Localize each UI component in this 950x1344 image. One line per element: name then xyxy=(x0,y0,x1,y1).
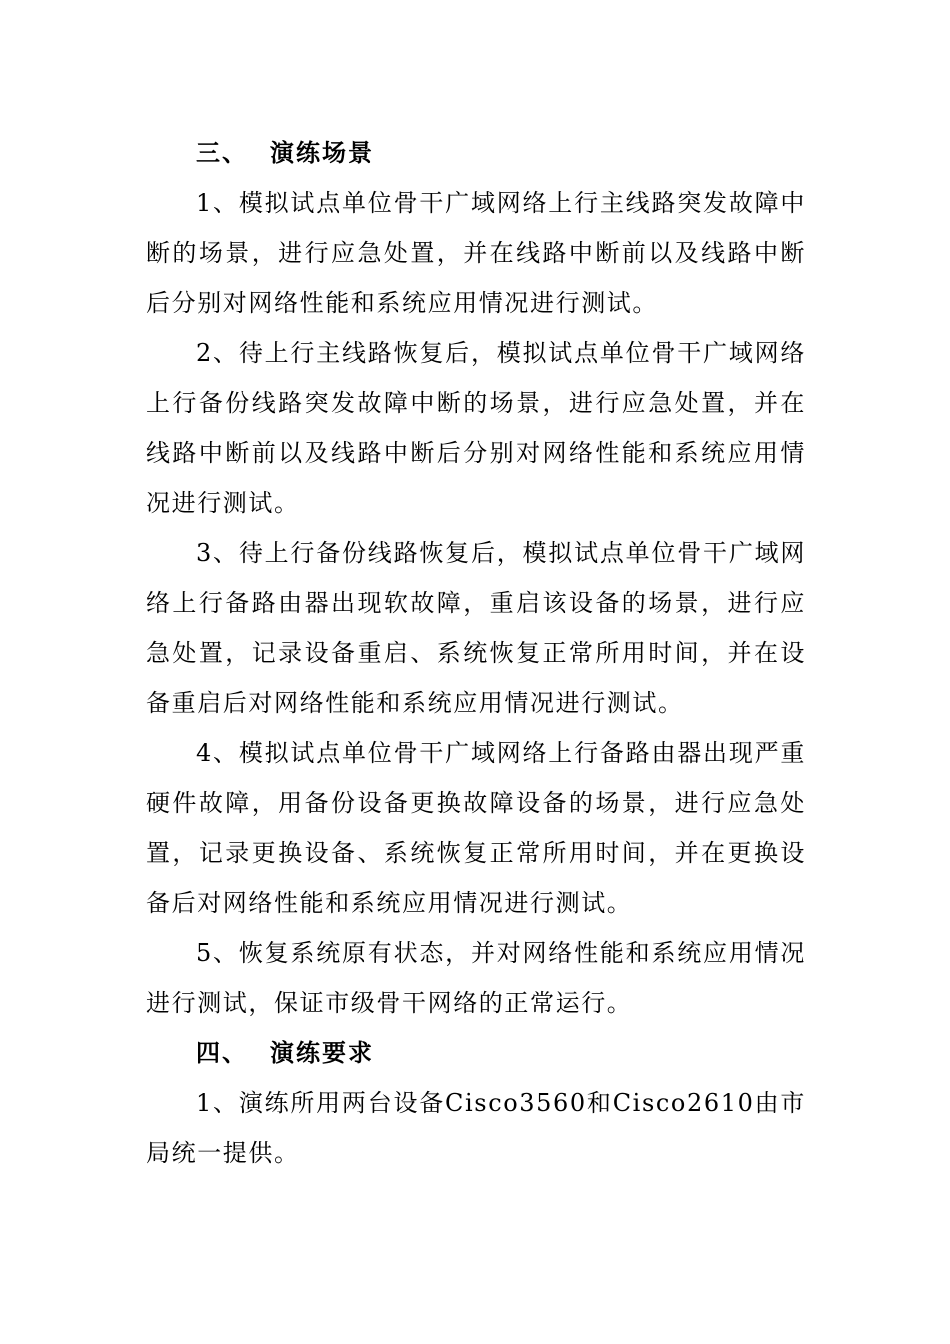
paragraph: 1、演练所用两台设备Cisco3560和Cisco2610由市局统一提供。 xyxy=(146,1089,806,1167)
section-number: 三、 xyxy=(196,138,248,167)
paragraph: 1、模拟试点单位骨干广域网络上行主线路突发故障中断的场景，进行应急处置，并在线路中断前以及线路中断后分别对网络性能和系统应用情况进行测试。 xyxy=(146,189,806,317)
section-heading-requirements xyxy=(146,1028,806,1078)
paragraph: 4、模拟试点单位骨干广域网络上行备路由器出现严重硬件故障，用备份设备更换故障设备的场景，进行应急处置，记录更换设备、系统恢复正常所用时间，并在更换设备后对网络性能和系统应用情况进行测试。 xyxy=(146,739,806,917)
document-body xyxy=(146,128,806,1178)
section-number: 四、 xyxy=(196,1038,248,1067)
section-heading-scenario xyxy=(146,128,806,178)
paragraph: 2、待上行主线路恢复后，模拟试点单位骨干广域网络上行备份线路突发故障中断的场景，进行应急处置，并在线路中断前以及线路中断后分别对网络性能和系统应用情况进行测试。 xyxy=(146,339,806,517)
section-title: 演练要求 xyxy=(270,1038,374,1067)
section-title: 演练场景 xyxy=(270,138,374,167)
paragraph: 5、恢复系统原有状态，并对网络性能和系统应用情况进行测试，保证市级骨干网络的正常运行。 xyxy=(146,939,806,1017)
paragraph: 3、待上行备份线路恢复后，模拟试点单位骨干广域网络上行备路由器出现软故障，重启该设备的场景，进行应急处置，记录设备重启、系统恢复正常所用时间，并在设备重启后对网络性能和系统应用情况进行测试。 xyxy=(146,539,806,717)
